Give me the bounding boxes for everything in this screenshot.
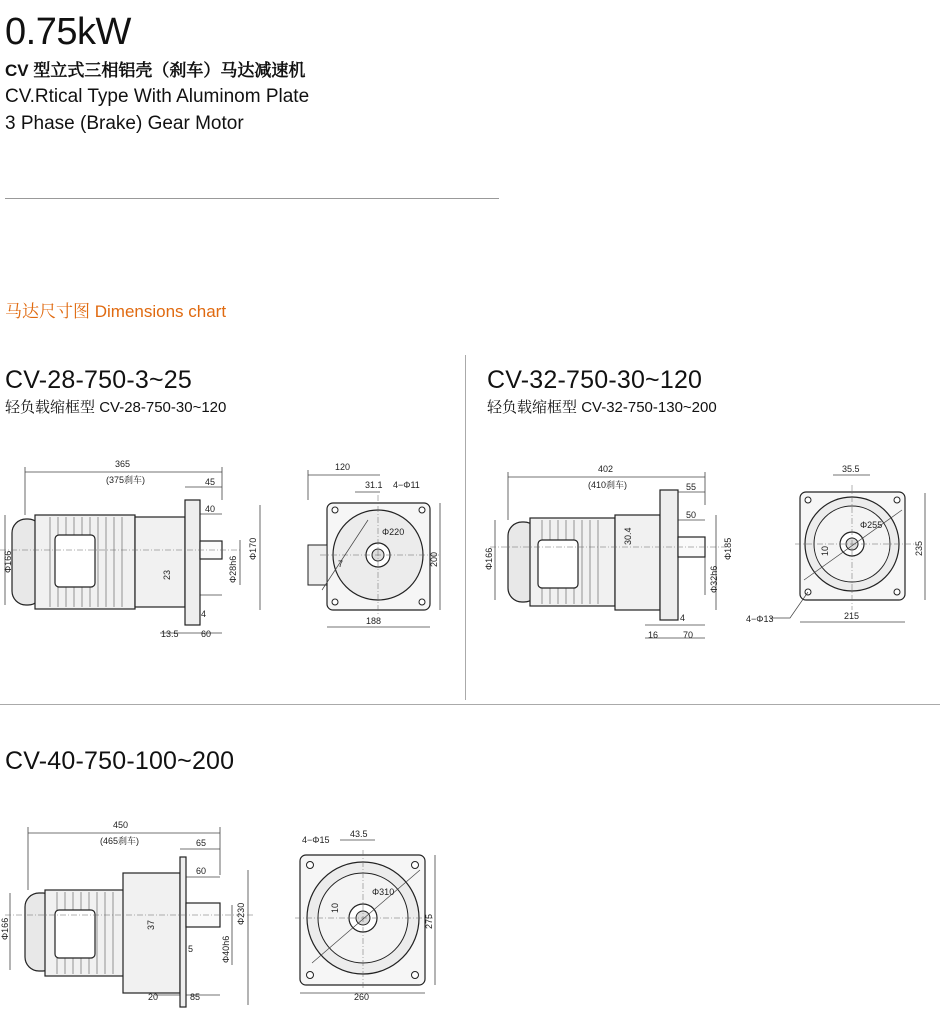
m1-front-d200: 200 (429, 551, 439, 567)
m1-front-phi220: Φ220 (382, 527, 405, 537)
m3-side-length-brake: (465刹车) (100, 836, 140, 846)
power-rating: 0.75kW (5, 11, 131, 53)
model-1-variant-model: CV-28-750-30~120 (99, 399, 227, 416)
grid-vertical-divider (465, 355, 466, 700)
m1-side-d13-5: 13.5 (161, 629, 179, 639)
section-title: 马达尺寸图 Dimensions chart (5, 302, 227, 321)
m2-side-d50: 50 (686, 510, 697, 520)
m3-front-holes: 4−Φ15 (302, 835, 330, 845)
m1-side-phi166: Φ166 (3, 550, 13, 573)
m3-front-d10: 10 (330, 902, 340, 913)
m1-side-d60: 60 (201, 629, 212, 639)
m1-side-d4: 4 (201, 609, 207, 619)
model-3-name: CV-40-750-100~200 (5, 747, 235, 775)
model-1-variant-prefix: 轻负载缩框型 (5, 399, 96, 416)
m2-side-phi166: Φ166 (484, 547, 494, 570)
m3-side-length: 450 (113, 820, 129, 830)
m3-front-d43-5: 43.5 (350, 829, 368, 839)
model-2-name: CV-32-750-30~120 (487, 366, 703, 394)
m1-side-d40: 40 (205, 504, 216, 514)
model-1-name: CV-28-750-3~25 (5, 366, 192, 394)
model-3-front-drawing (290, 825, 450, 1010)
m1-side-length-brake: (375刹车) (106, 475, 146, 485)
m3-side-phi166: Φ166 (0, 917, 10, 940)
m1-front-d120: 120 (335, 462, 351, 472)
m2-side-d70: 70 (683, 630, 694, 640)
m2-side-d16: 16 (648, 630, 659, 640)
model-1-side-drawing (0, 455, 270, 645)
m2-front-d35-5: 35.5 (842, 464, 860, 474)
m3-side-phi230: Φ230 (236, 902, 246, 925)
m3-side-d60: 60 (196, 866, 207, 876)
m2-front-d235: 235 (914, 540, 924, 556)
m1-side-d23: 23 (162, 569, 172, 580)
m3-side-d20: 20 (148, 992, 159, 1002)
m1-front-d7: 7 (338, 559, 344, 569)
title-english-line2: 3 Phase (Brake) Gear Motor (5, 113, 244, 134)
m1-side-shaft: Φ28h6 (228, 555, 238, 583)
m2-side-length-brake: (410刹车) (588, 480, 628, 490)
title-english-line1: CV.Rtical Type With Aluminom Plate (5, 86, 310, 107)
m2-side-d4: 4 (680, 613, 686, 623)
m2-front-holes: 4−Φ13 (746, 614, 774, 624)
m3-side-d5: 5 (188, 944, 194, 954)
model-1-front-drawing (300, 455, 450, 635)
m3-side-d37: 37 (146, 919, 156, 930)
m2-side-length: 402 (598, 464, 614, 474)
m1-front-d188: 188 (366, 616, 382, 626)
header-divider (5, 198, 499, 199)
m2-side-d55: 55 (686, 482, 697, 492)
m1-front-d31-1: 31.1 (365, 480, 383, 490)
model-2-variant-model: CV-32-750-130~200 (581, 399, 717, 416)
m1-side-phi170: Φ170 (248, 537, 258, 560)
m3-side-shaft: Φ40h6 (221, 935, 231, 963)
model-2-variant (487, 398, 717, 418)
grid-horizontal-divider (0, 704, 940, 705)
m3-side-d65: 65 (196, 838, 207, 848)
m2-front-phi255: Φ255 (860, 520, 883, 530)
m3-side-d85: 85 (190, 992, 201, 1002)
model-3-side-drawing (0, 815, 270, 1010)
m2-front-d215: 215 (844, 611, 860, 621)
title-chinese: CV 型立式三相铝壳（刹车）马达减速机 (5, 61, 306, 80)
model-2-front-drawing (740, 460, 935, 630)
m2-side-d30-4: 30.4 (623, 527, 633, 545)
m3-front-d260: 260 (354, 992, 370, 1002)
m1-front-holes: 4−Φ11 (393, 480, 420, 490)
m3-front-d275: 275 (424, 913, 434, 929)
model-2-side-drawing (480, 460, 750, 645)
m2-side-shaft: Φ32h6 (709, 565, 719, 593)
m1-side-length: 365 (115, 459, 131, 469)
m1-side-d45: 45 (205, 477, 216, 487)
m2-front-d10: 10 (820, 545, 830, 556)
m3-front-phi310: Φ310 (372, 887, 395, 897)
model-2-variant-prefix: 轻负载缩框型 (487, 399, 578, 416)
m2-side-phi185: Φ185 (723, 537, 733, 560)
model-1-variant (5, 398, 226, 418)
